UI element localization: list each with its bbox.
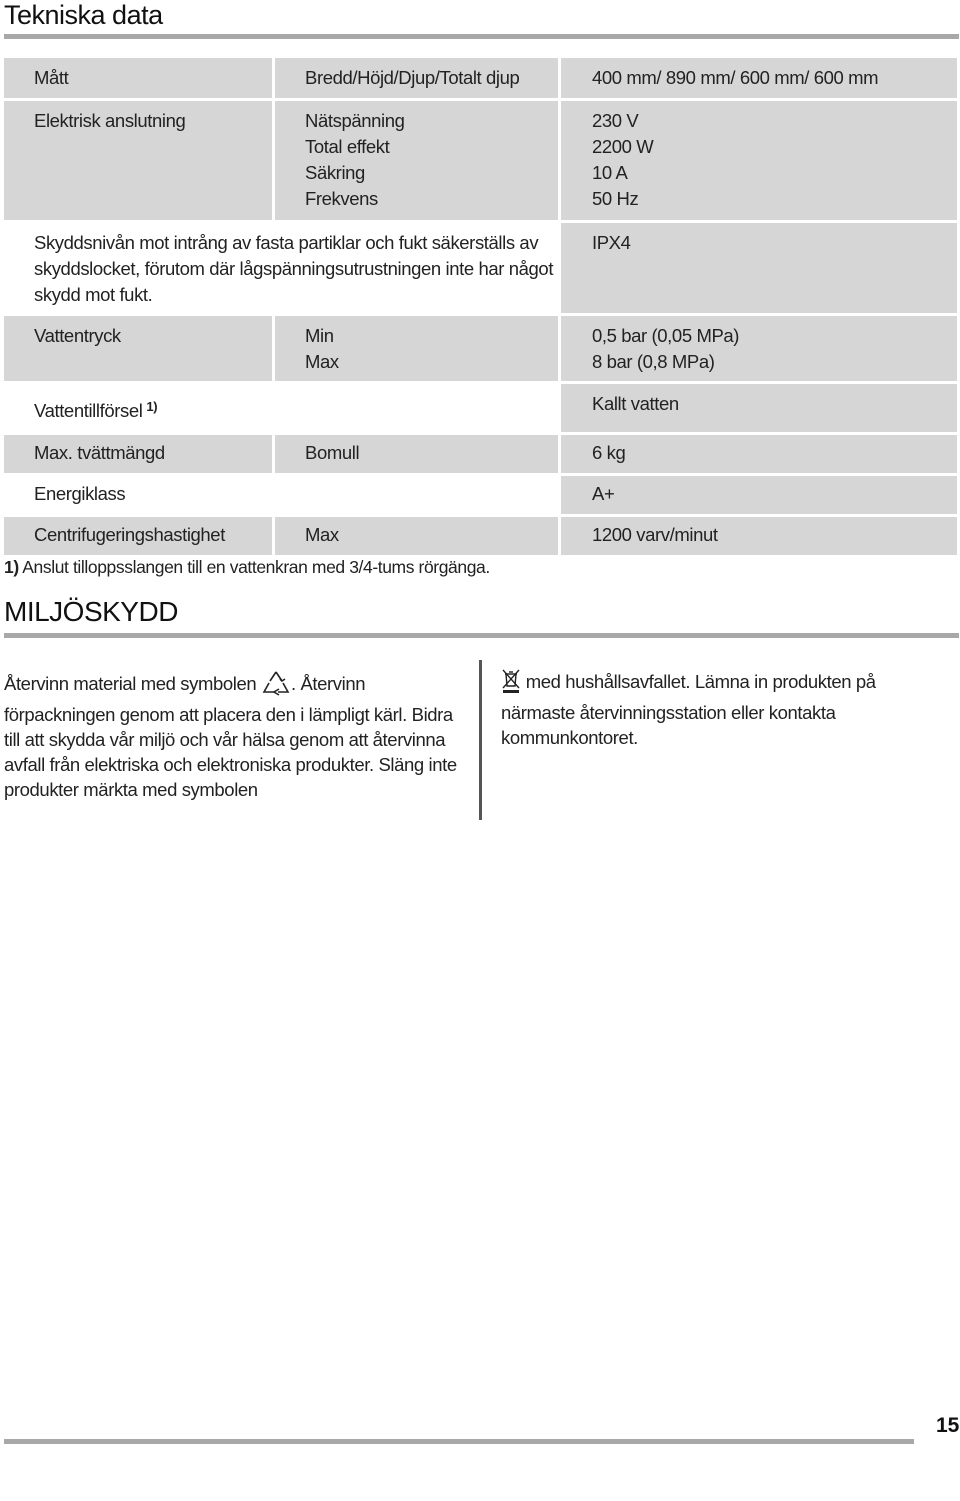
table-row [4, 476, 957, 514]
row-label: Mått [4, 58, 272, 98]
section-heading: MILJÖSKYDD [4, 596, 178, 627]
row-sub: Max [275, 517, 558, 555]
table-row [4, 58, 957, 98]
row-sub: Min Max [275, 316, 558, 381]
title-rule [4, 34, 959, 39]
footnote-ref: 1) [146, 399, 158, 414]
table-row [4, 384, 957, 432]
row-value: Kallt vatten [561, 384, 957, 432]
row-sub: Bomull [275, 435, 558, 473]
row-value: A+ [561, 476, 957, 514]
row-value: 230 V 2200 W 10 A 50 Hz [561, 101, 957, 220]
table-row [4, 316, 957, 381]
row-value: 1200 varv/minut [561, 517, 957, 555]
environment-text-right: med hushållsavfallet. Lämna in produkten på närmaste återvinningsstation eller kontakta kommunkontoret. [501, 668, 931, 750]
row-label: Vattentillförsel $^{1)}$ [34, 399, 158, 421]
row-label: Max. tvättmängd [4, 435, 272, 473]
row-label: Energiklass [34, 483, 126, 504]
table-row [4, 223, 957, 313]
table-row [4, 101, 957, 220]
table-row [4, 435, 957, 473]
table-row [4, 517, 957, 555]
recycle-icon [261, 670, 291, 702]
environment-text-left: Återvinn material med symbolen . Återvinn förpackningen genom att placera den i lämpligt kärl. Bidra till att skydda vår miljö och vår hälsa genom att återvinna avfall från elektriska och elektroniska produkter. Släng inte produkter märkta med symbolen [4, 670, 464, 802]
page-number: 15 [936, 1414, 960, 1437]
page-title: Tekniska data [4, 0, 163, 30]
row-value: 6 kg [561, 435, 957, 473]
column-divider [479, 660, 482, 820]
row-label: Vattentryck [4, 316, 272, 381]
technical-data-table [4, 58, 957, 558]
footer-rule [4, 1439, 914, 1444]
row-sub: Bredd/Höjd/Djup/Totalt djup [275, 58, 558, 98]
row-value: IPX4 [561, 223, 957, 313]
row-label: Skyddsnivån mot intrång av fasta partiklar och fukt säkerställs av skyddslocket, förutom där lågspänningsutrustningen inte har något skydd mot fukt. [34, 232, 554, 305]
section-rule [4, 633, 959, 638]
row-sub: Nätspänning Total effekt Säkring Frekvens [275, 101, 558, 220]
row-label: Centrifugeringshastighet [4, 517, 272, 555]
table-footnote: 1) Anslut tilloppsslangen till en vattenkran med 3/4-tums rörgänga. [4, 557, 490, 577]
row-value: 0,5 bar (0,05 MPa) 8 bar (0,8 MPa) [561, 316, 957, 381]
crossed-bin-icon [501, 668, 521, 700]
row-label: Elektrisk anslutning [4, 101, 272, 220]
row-value: 400 mm/ 890 mm/ 600 mm/ 600 mm [561, 58, 957, 98]
